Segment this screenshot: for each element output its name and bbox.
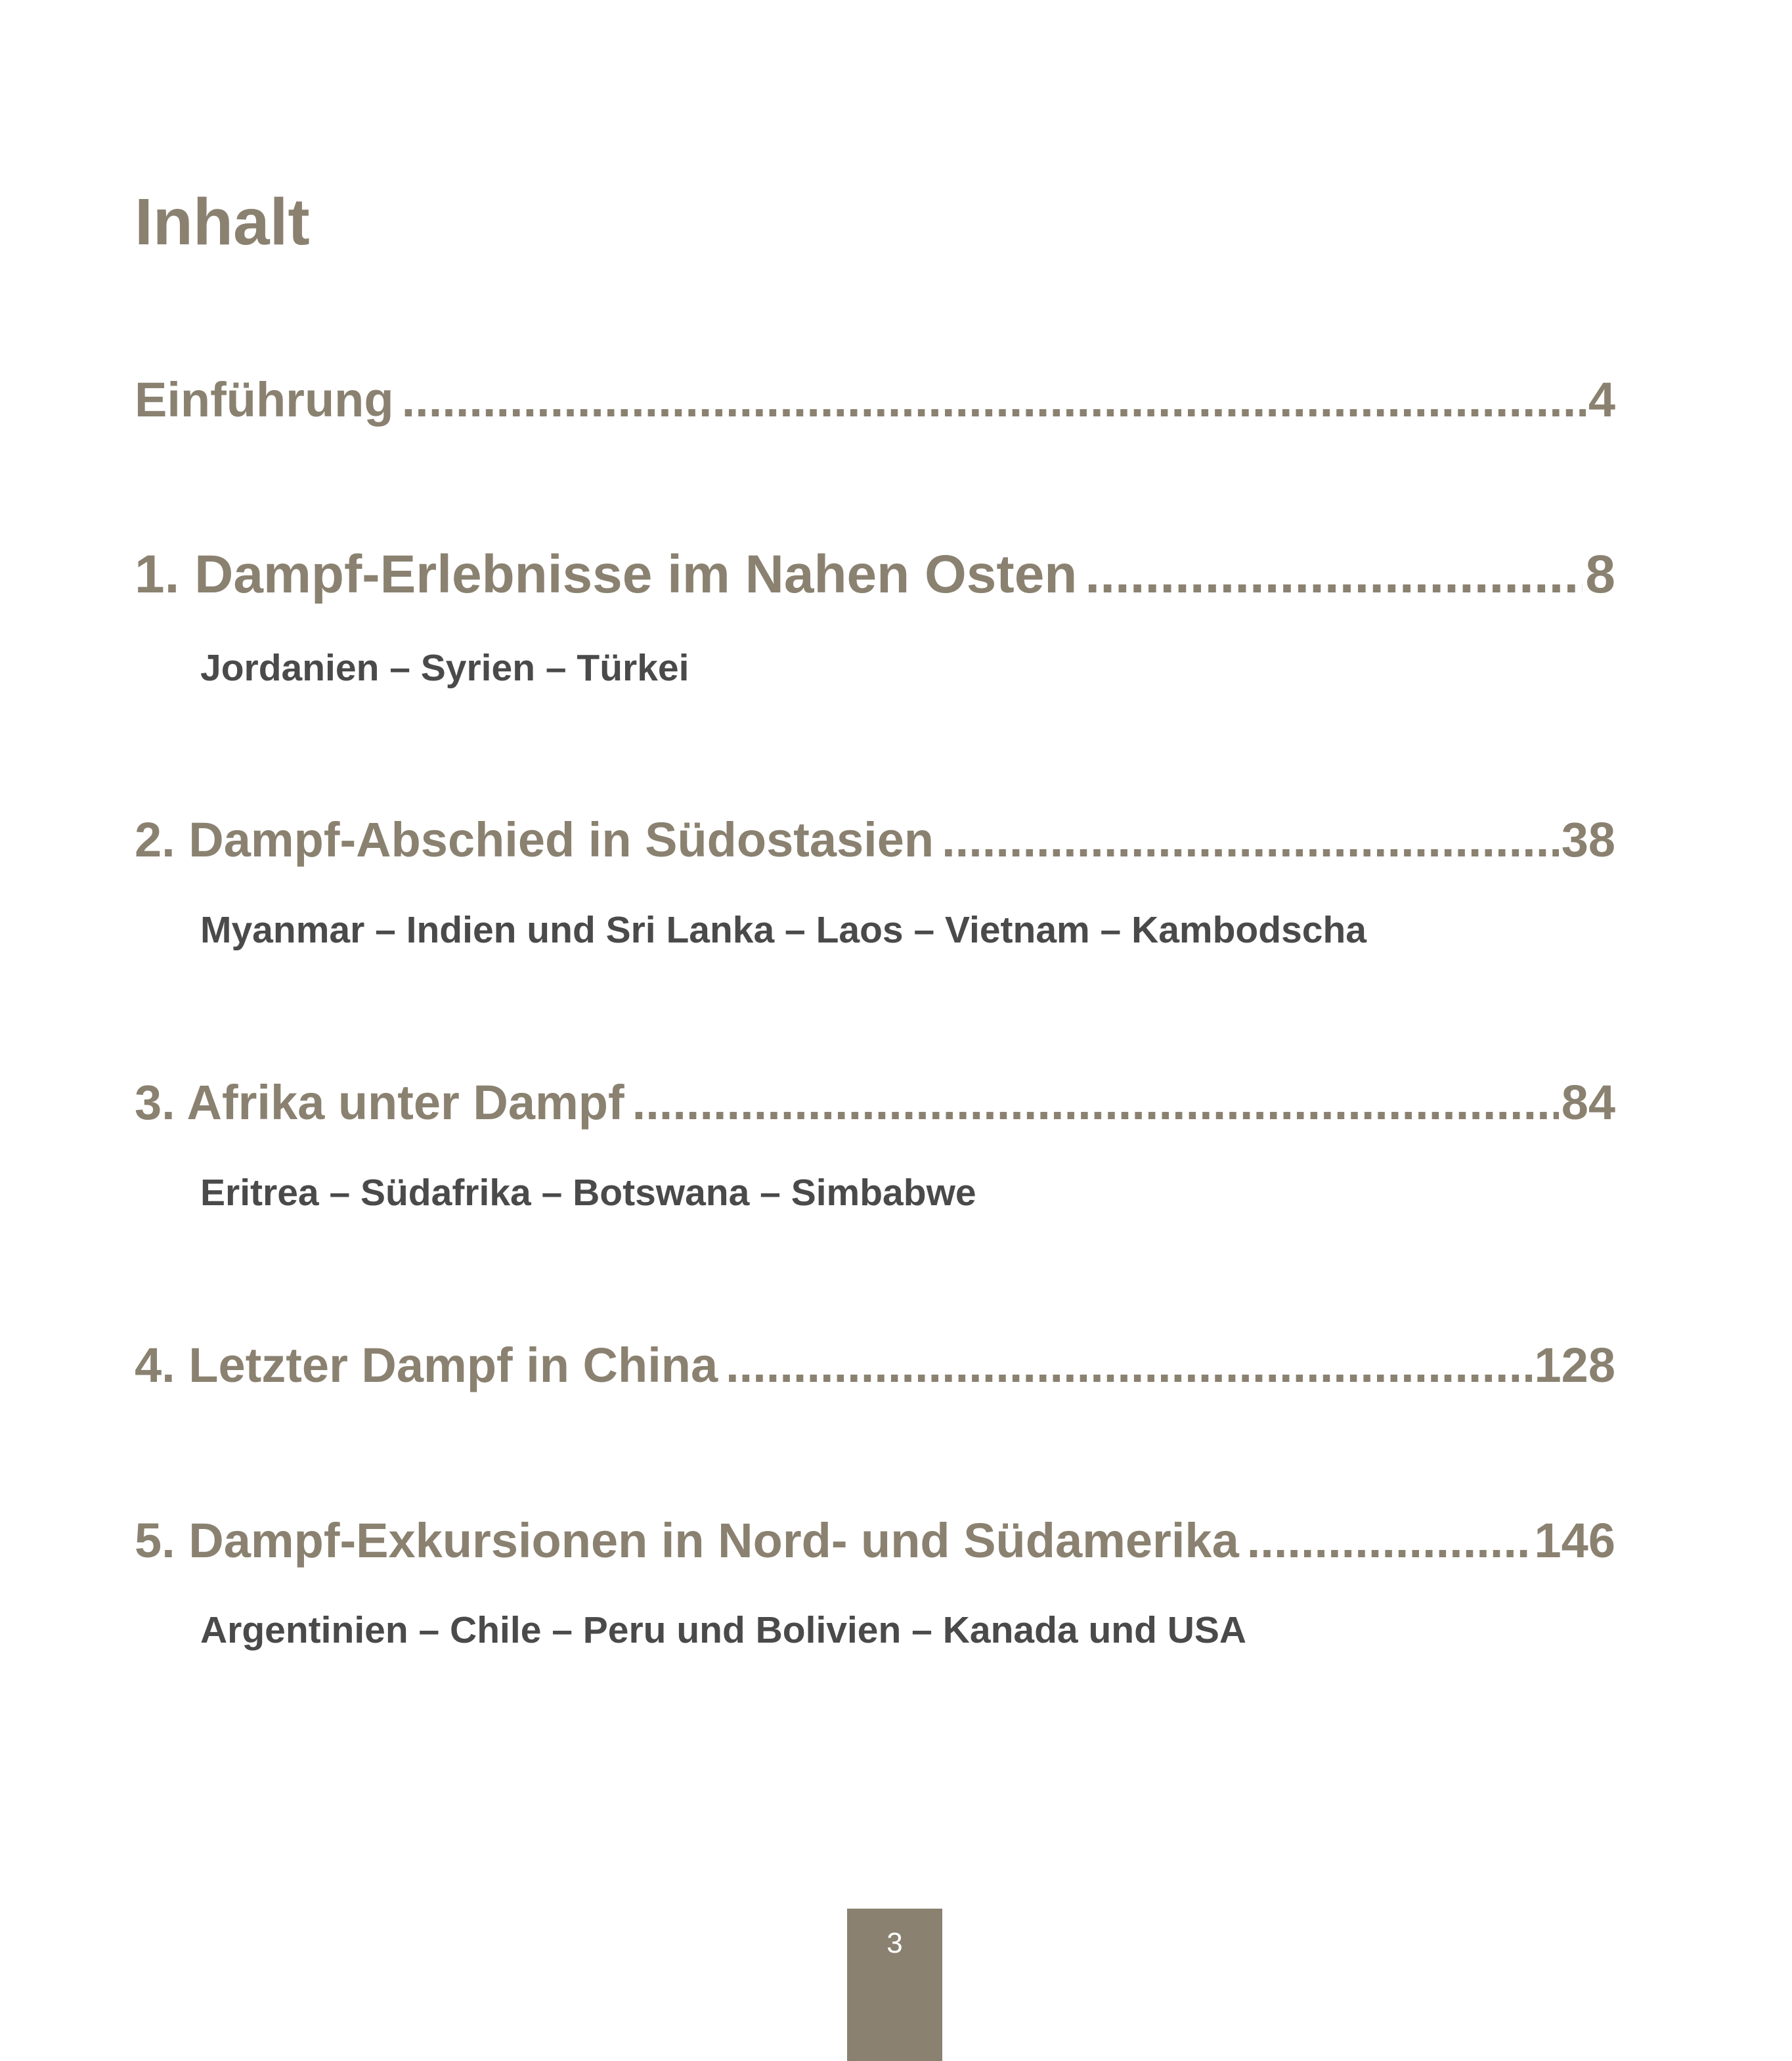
toc-entry-page-number: 4 <box>1588 372 1615 427</box>
toc-entry-page-number: 146 <box>1534 1513 1615 1568</box>
toc-entry-title: 5. Dampf-Exkursionen in Nord- und Südamerika <box>135 1513 1239 1568</box>
toc-entry-chapter-2[interactable] <box>135 810 1615 870</box>
toc-entry-title: 3. Afrika unter Dampf <box>135 1075 624 1130</box>
toc-entry-subtitle-chapter-5: Argentinien – Chile – Peru und Bolivien – Kanada und USA <box>200 1609 1247 1651</box>
dot-leader <box>1247 1511 1532 1570</box>
toc-entry-chapter-4[interactable] <box>135 1336 1615 1395</box>
dot-leader <box>942 810 1559 870</box>
toc-entry-subtitle-chapter-2: Myanmar – Indien und Sri Lanka – Laos – Vietnam – Kambodscha <box>200 909 1366 951</box>
toc-entry-subtitle-chapter-3: Eritrea – Südafrika – Botswana – Simbabwe <box>200 1172 976 1214</box>
page-number-tab <box>847 1909 942 2061</box>
toc-entry-chapter-5[interactable] <box>135 1511 1615 1570</box>
toc-entry-page-number: 8 <box>1585 544 1615 604</box>
toc-entry-title: 4. Letzter Dampf in China <box>135 1338 718 1392</box>
toc-entry-title: Einführung <box>135 372 394 427</box>
dot-leader <box>402 370 1586 430</box>
toc-entry-chapter-1[interactable] <box>135 543 1615 607</box>
toc-entry-page-number: 128 <box>1534 1338 1615 1392</box>
dot-leader <box>1085 543 1583 607</box>
toc-entry-title: 2. Dampf-Abschied in Südostasien <box>135 812 934 867</box>
toc-entry-subtitle-chapter-1: Jordanien – Syrien – Türkei <box>200 647 689 689</box>
page-title: Inhalt <box>135 185 310 259</box>
toc-entry-introduction[interactable] <box>135 370 1615 430</box>
toc-entry-page-number: 38 <box>1561 812 1615 867</box>
toc-entry-title: 1. Dampf-Erlebnisse im Nahen Osten <box>135 544 1078 604</box>
toc-entry-chapter-3[interactable] <box>135 1073 1615 1132</box>
dot-leader <box>632 1073 1559 1132</box>
toc-entry-page-number: 84 <box>1561 1075 1615 1130</box>
dot-leader <box>726 1336 1531 1395</box>
page-number: 3 <box>886 1927 903 1959</box>
